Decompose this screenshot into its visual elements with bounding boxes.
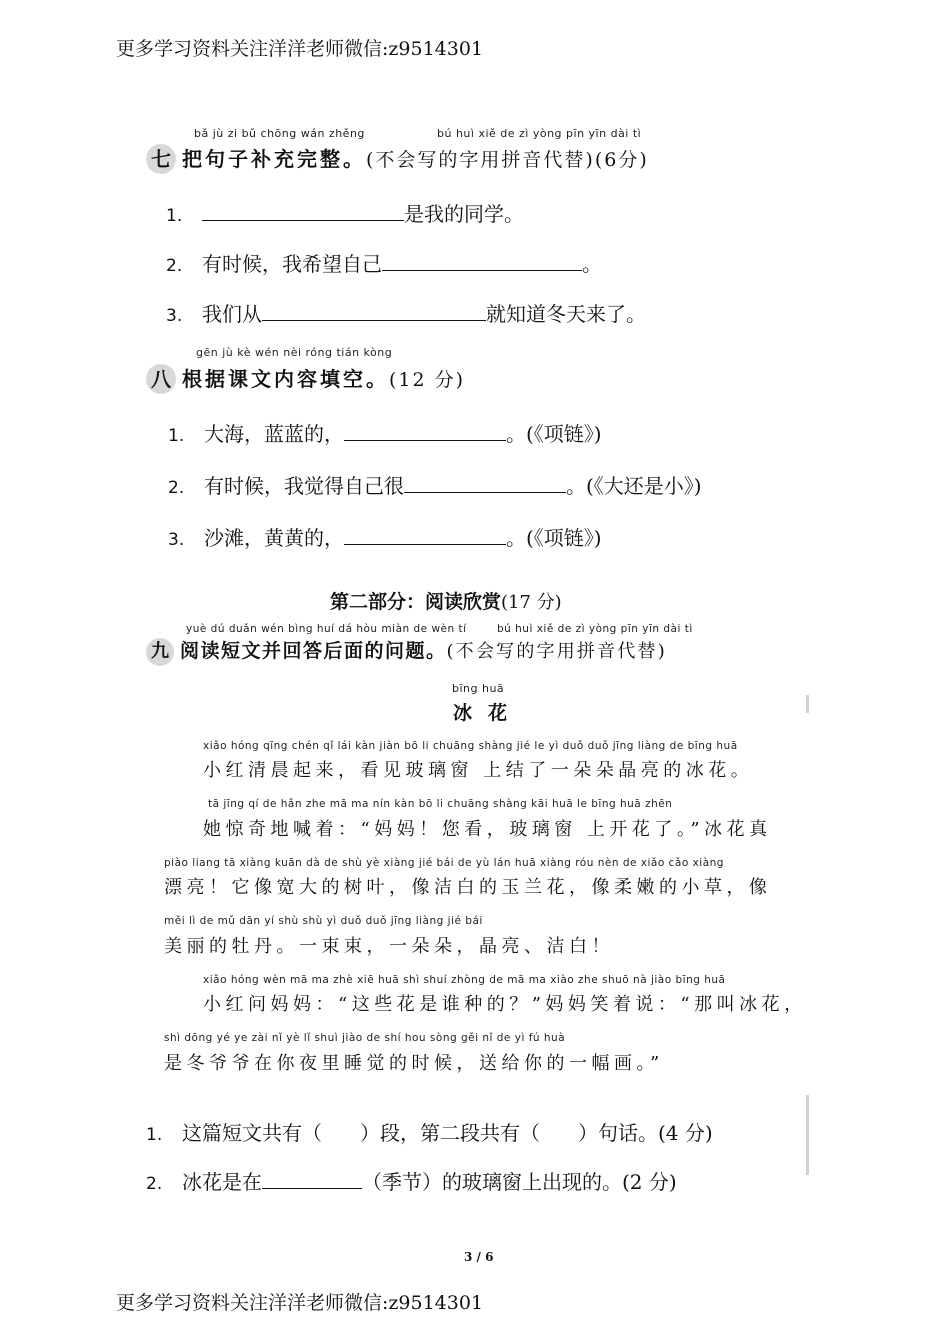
item-source: 。(《项链》) <box>506 422 602 446</box>
passage-pinyin-line: měi lì de mǔ dān yí shù shù yì duǒ duǒ jīng liàng jié bái <box>164 915 483 927</box>
answer-blank[interactable] <box>382 252 582 271</box>
section7-number: 七 <box>146 144 176 174</box>
section8-item-2 <box>168 470 702 499</box>
item-number: 2. <box>166 256 183 276</box>
passage-text-line: 漂亮！它像宽大的树叶，像洁白的玉兰花，像柔嫩的小草，像 <box>164 877 772 898</box>
item-text-end: 。 <box>582 252 602 276</box>
footer-watermark: 更多学习资料关注洋洋老师微信:z9514301 <box>116 1292 484 1314</box>
section8-item-3 <box>168 522 602 551</box>
answer-blank[interactable] <box>262 302 486 321</box>
passage-pinyin-line: xiǎo hóng wèn mā ma zhè xiē huā shì shuí zhòng de mā ma xiào zhe shuō nà jiào bīng huā <box>203 974 726 986</box>
section7-title-pinyin: bǎ jù zi bǔ chōng wán zhěng <box>194 127 365 140</box>
section7-note-pinyin: bú huì xiě de zì yòng pīn yīn dài tì <box>437 127 642 140</box>
passage-pinyin-line: xiǎo hóng qīng chén qǐ lái kàn jiàn bō li chuāng shàng jié le yì duǒ duǒ jīng liàng de bīng huā <box>203 740 738 752</box>
question-text: 冰花是在 <box>182 1170 262 1194</box>
item-number: 1. <box>168 426 185 446</box>
answer-blank[interactable] <box>404 474 566 493</box>
section7-item-3 <box>166 298 646 327</box>
item-text: 沙滩，黄黄的， <box>204 526 344 550</box>
section9-title-pinyin: yuè dú duǎn wén bìng huí dá hòu miàn de wèn tí <box>186 623 467 635</box>
item-text: 有时候，我希望自己 <box>202 252 382 276</box>
question-text-end: ）句话。(4 分) <box>578 1121 713 1145</box>
passage-text-line: 小红问妈妈：“这些花是谁种的？”妈妈笑着说：“那叫冰花， <box>203 994 807 1015</box>
section8-title: 根据课文内容填空。 <box>182 367 389 391</box>
passage-title-pinyin: bīng huā <box>452 682 505 695</box>
section7-item-1 <box>166 198 524 227</box>
section7-item-2 <box>166 248 602 277</box>
passage-pinyin-line: tā jīng qí de hǎn zhe mā ma nín kàn bō li chuāng shàng kāi huā le bīng huā zhēn <box>208 798 673 810</box>
question-number: 2. <box>146 1174 163 1194</box>
item-number: 1. <box>166 206 183 226</box>
answer-blank[interactable] <box>344 526 506 545</box>
item-source: 。(《项链》) <box>506 526 602 550</box>
passage-text-line: 是冬爷爷在你夜里睡觉的时候，送给你的一幅画。” <box>164 1053 664 1074</box>
passage-text-line: 她惊奇地喊着：“妈妈！您看，玻璃窗 上开花了。”冰花真 <box>203 819 772 840</box>
item-number: 3. <box>168 530 185 550</box>
item-text: 是我的同学。 <box>404 202 524 226</box>
question-text-end: （季节）的玻璃窗上出现的。(2 分) <box>362 1170 677 1194</box>
item-text: 我们从 <box>202 302 262 326</box>
passage-pinyin-line: piào liang tā xiàng kuān dà de shù yè xiàng jié bái de yù lán huā xiàng róu nèn de xiǎo cǎo xiàng <box>164 857 724 869</box>
passage-text-line: 小红清晨起来，看见玻璃窗 上结了一朵朵晶亮的冰花。 <box>203 760 754 781</box>
passage-pinyin-line: shì dōng yé ye zài nǐ yè lǐ shuì jiào de shí hou sòng gěi nǐ de yì fú huà <box>164 1032 566 1044</box>
answer-blank[interactable] <box>344 422 506 441</box>
section7-title: 把句子补充完整。 <box>182 147 366 171</box>
section9-note-pinyin: bú huì xiě de zì yòng pīn yīn dài tì <box>497 623 693 635</box>
item-text-end: 就知道冬天来了。 <box>486 302 646 326</box>
question-2 <box>146 1166 677 1195</box>
section8-number: 八 <box>146 364 176 394</box>
section9-note: (不会写的字用拼音代替) <box>446 641 667 662</box>
section8-heading <box>146 363 465 394</box>
part2-title: 第二部分：阅读欣赏 <box>330 591 502 613</box>
answer-blank[interactable] <box>202 202 404 221</box>
question-text-middle: ）段，第二段共有（ <box>360 1121 540 1145</box>
section7-note: (不会写的字用拼音代替)(6分) <box>366 149 649 171</box>
section9-title: 阅读短文并回答后面的问题。 <box>180 640 447 662</box>
page-number: 3 / 6 <box>464 1250 494 1264</box>
section8-item-1 <box>168 418 602 447</box>
passage-text-line: 美丽的牡丹。一束束，一朵朵，晶亮、洁白！ <box>164 936 614 957</box>
scan-edge-mark <box>806 1095 809 1175</box>
section9-heading <box>146 636 667 666</box>
answer-blank[interactable] <box>262 1170 362 1189</box>
section8-note: (12 分) <box>389 369 466 391</box>
item-number: 3. <box>166 306 183 326</box>
passage-title: 冰花 <box>453 702 524 724</box>
section7-heading <box>146 143 649 174</box>
question-text: 这篇短文共有（ <box>182 1121 322 1145</box>
item-text: 大海，蓝蓝的， <box>204 422 344 446</box>
question-number: 1. <box>146 1125 163 1145</box>
item-source: 。(《大还是小》) <box>566 474 702 498</box>
section9-number: 九 <box>146 638 174 666</box>
scan-edge-mark <box>806 695 809 713</box>
item-text: 有时候，我觉得自己很 <box>204 474 404 498</box>
question-1 <box>146 1117 713 1146</box>
header-watermark: 更多学习资料关注洋洋老师微信:z9514301 <box>116 38 484 60</box>
part2-score: (17 分) <box>501 592 562 613</box>
section8-title-pinyin: gēn jù kè wén nèi róng tián kòng <box>196 346 393 359</box>
part2-heading <box>330 587 562 614</box>
item-number: 2. <box>168 478 185 498</box>
